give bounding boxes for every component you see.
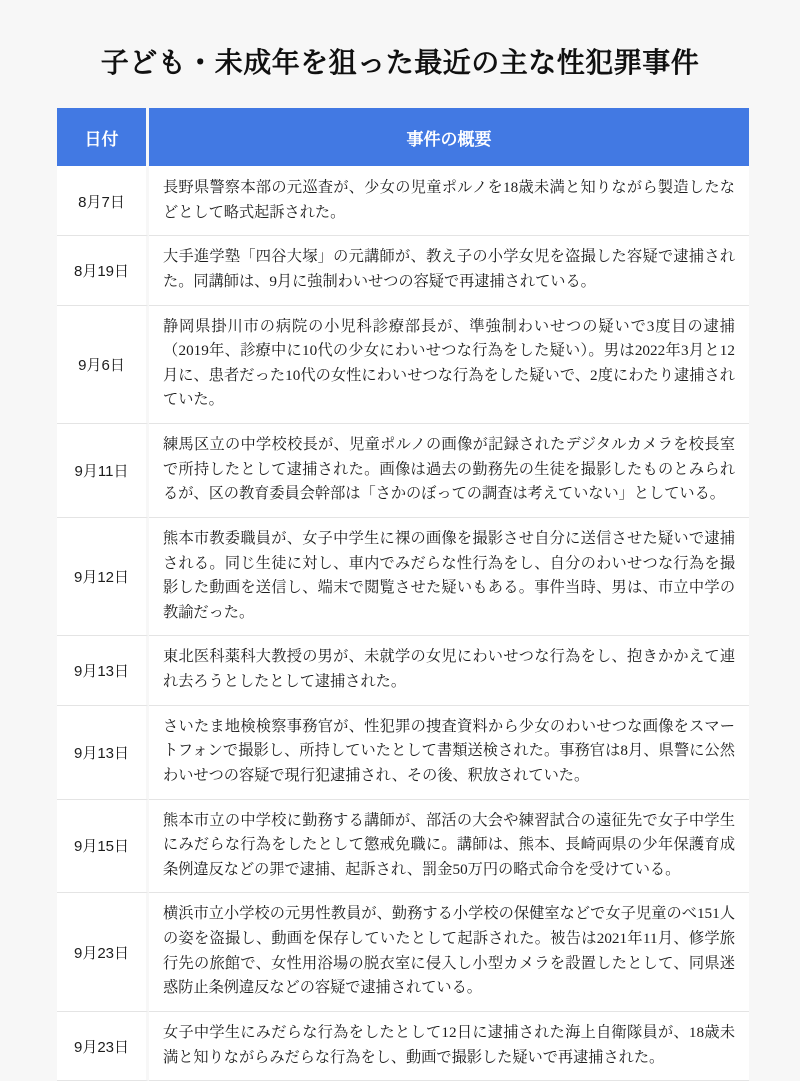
incident-table-container bbox=[57, 108, 749, 1081]
cell-date: 9月13日 bbox=[57, 706, 149, 800]
cell-date: 9月12日 bbox=[57, 518, 149, 637]
cell-date: 9月23日 bbox=[57, 1012, 149, 1081]
column-header-summary: 事件の概要 bbox=[149, 108, 749, 166]
cell-summary bbox=[149, 166, 749, 236]
cell-summary bbox=[149, 1012, 749, 1081]
table-row bbox=[57, 1012, 749, 1081]
cell-summary-text: 熊本市立の中学校に勤務する講師が、部活の大会や練習試合の遠征先で女子中学生にみだらな行為をしたとして懲戒免職に。講師は、熊本、長崎両県の少年保護育成条例違反などの罪で逮捕、起訴され、罰金50万円の略式命令を受けている。 bbox=[163, 811, 735, 878]
table-row bbox=[57, 518, 749, 637]
table-row bbox=[57, 166, 749, 236]
cell-summary-text: 長野県警察本部の元巡査が、少女の児童ポルノを18歳未満と知りながら製造したなどとして略式起訴された。 bbox=[163, 179, 735, 221]
table-row bbox=[57, 893, 749, 1012]
table-header-row bbox=[57, 108, 749, 166]
cell-summary-text: 熊本市教委職員が、女子中学生に裸の画像を撮影させ自分に送信させた疑いで逮捕される。同じ生徒に対し、車内でみだらな性行為をし、自分のわいせつな行為を撮影した動画を送信し、端末で閲覧させた疑いもある。事件当時、男は、市立中学の教諭だった。 bbox=[163, 529, 735, 621]
column-header-date: 日付 bbox=[57, 108, 149, 166]
table-row bbox=[57, 636, 749, 705]
cell-date: 9月15日 bbox=[57, 800, 149, 894]
cell-summary bbox=[149, 236, 749, 305]
cell-summary-text: 練馬区立の中学校校長が、児童ポルノの画像が記録されたデジタルカメラを校長室で所持したとして逮捕された。画像は過去の勤務先の生徒を撮影したものとみられるが、区の教育委員会幹部は「さかのぼっての調査は考えていない」としている。 bbox=[163, 436, 735, 503]
cell-summary-text: 東北医科薬科大教授の男が、未就学の女児にわいせつな行為をし、抱きかかえて連れ去ろうとしたとして逮捕された。 bbox=[163, 648, 735, 690]
cell-summary bbox=[149, 706, 749, 800]
cell-summary-text: 横浜市立小学校の元男性教員が、勤務する小学校の保健室などで女子児童のべ151人の姿を盗撮し、動画を保存していたとして起訴された。被告は2021年11月、修学旅行先の旅館で、女性用浴場の脱衣室に侵入し小型カメラを設置したとして、同県迷惑防止条例違反などの容疑で逮捕されている。 bbox=[163, 905, 735, 997]
cell-summary-text: 静岡県掛川市の病院の小児科診療部長が、準強制わいせつの疑いで3度目の逮捕（2019年、診療中に10代の少女にわいせつな行為をした疑い）。男は2022年3月と12月に、患者だった10代の女性にわいせつな行為をした疑いで、2度にわたり逮捕されていた。 bbox=[163, 317, 735, 409]
cell-summary-text: 大手進学塾「四谷大塚」の元講師が、教え子の小学女児を盗撮した容疑で逮捕された。同講師は、9月に強制わいせつの容疑で再逮捕されている。 bbox=[163, 248, 735, 290]
cell-summary bbox=[149, 800, 749, 894]
table-row bbox=[57, 424, 749, 518]
table-row bbox=[57, 306, 749, 425]
cell-date: 8月19日 bbox=[57, 236, 149, 305]
page-title: 子ども・未成年を狙った最近の主な性犯罪事件 bbox=[100, 47, 700, 78]
cell-summary bbox=[149, 306, 749, 425]
table-row bbox=[57, 236, 749, 305]
table-row bbox=[57, 800, 749, 894]
cell-summary-text: さいたま地検検察事務官が、性犯罪の捜査資料から少女のわいせつな画像をスマートフォンで撮影し、所持していたとして書類送検された。事務官は8月、県警に公然わいせつの容疑で現行犯逮捕され、その後、釈放されていた。 bbox=[163, 717, 735, 784]
cell-date: 9月23日 bbox=[57, 893, 149, 1012]
cell-date: 9月13日 bbox=[57, 636, 149, 705]
cell-summary bbox=[149, 518, 749, 637]
cell-date: 8月7日 bbox=[57, 166, 149, 236]
cell-date: 9月6日 bbox=[57, 306, 149, 425]
table-body bbox=[57, 166, 749, 1081]
cell-date: 9月11日 bbox=[57, 424, 149, 518]
cell-summary bbox=[149, 636, 749, 705]
table-header bbox=[57, 108, 749, 166]
cell-summary bbox=[149, 424, 749, 518]
cell-summary bbox=[149, 893, 749, 1012]
cell-summary-text: 女子中学生にみだらな行為をしたとして12日に逮捕された海上自衛隊員が、18歳未満と知りながらみだらな行為をし、動画で撮影した疑いで再逮捕された。 bbox=[163, 1023, 735, 1066]
table-row bbox=[57, 706, 749, 800]
incident-table bbox=[57, 108, 749, 1081]
